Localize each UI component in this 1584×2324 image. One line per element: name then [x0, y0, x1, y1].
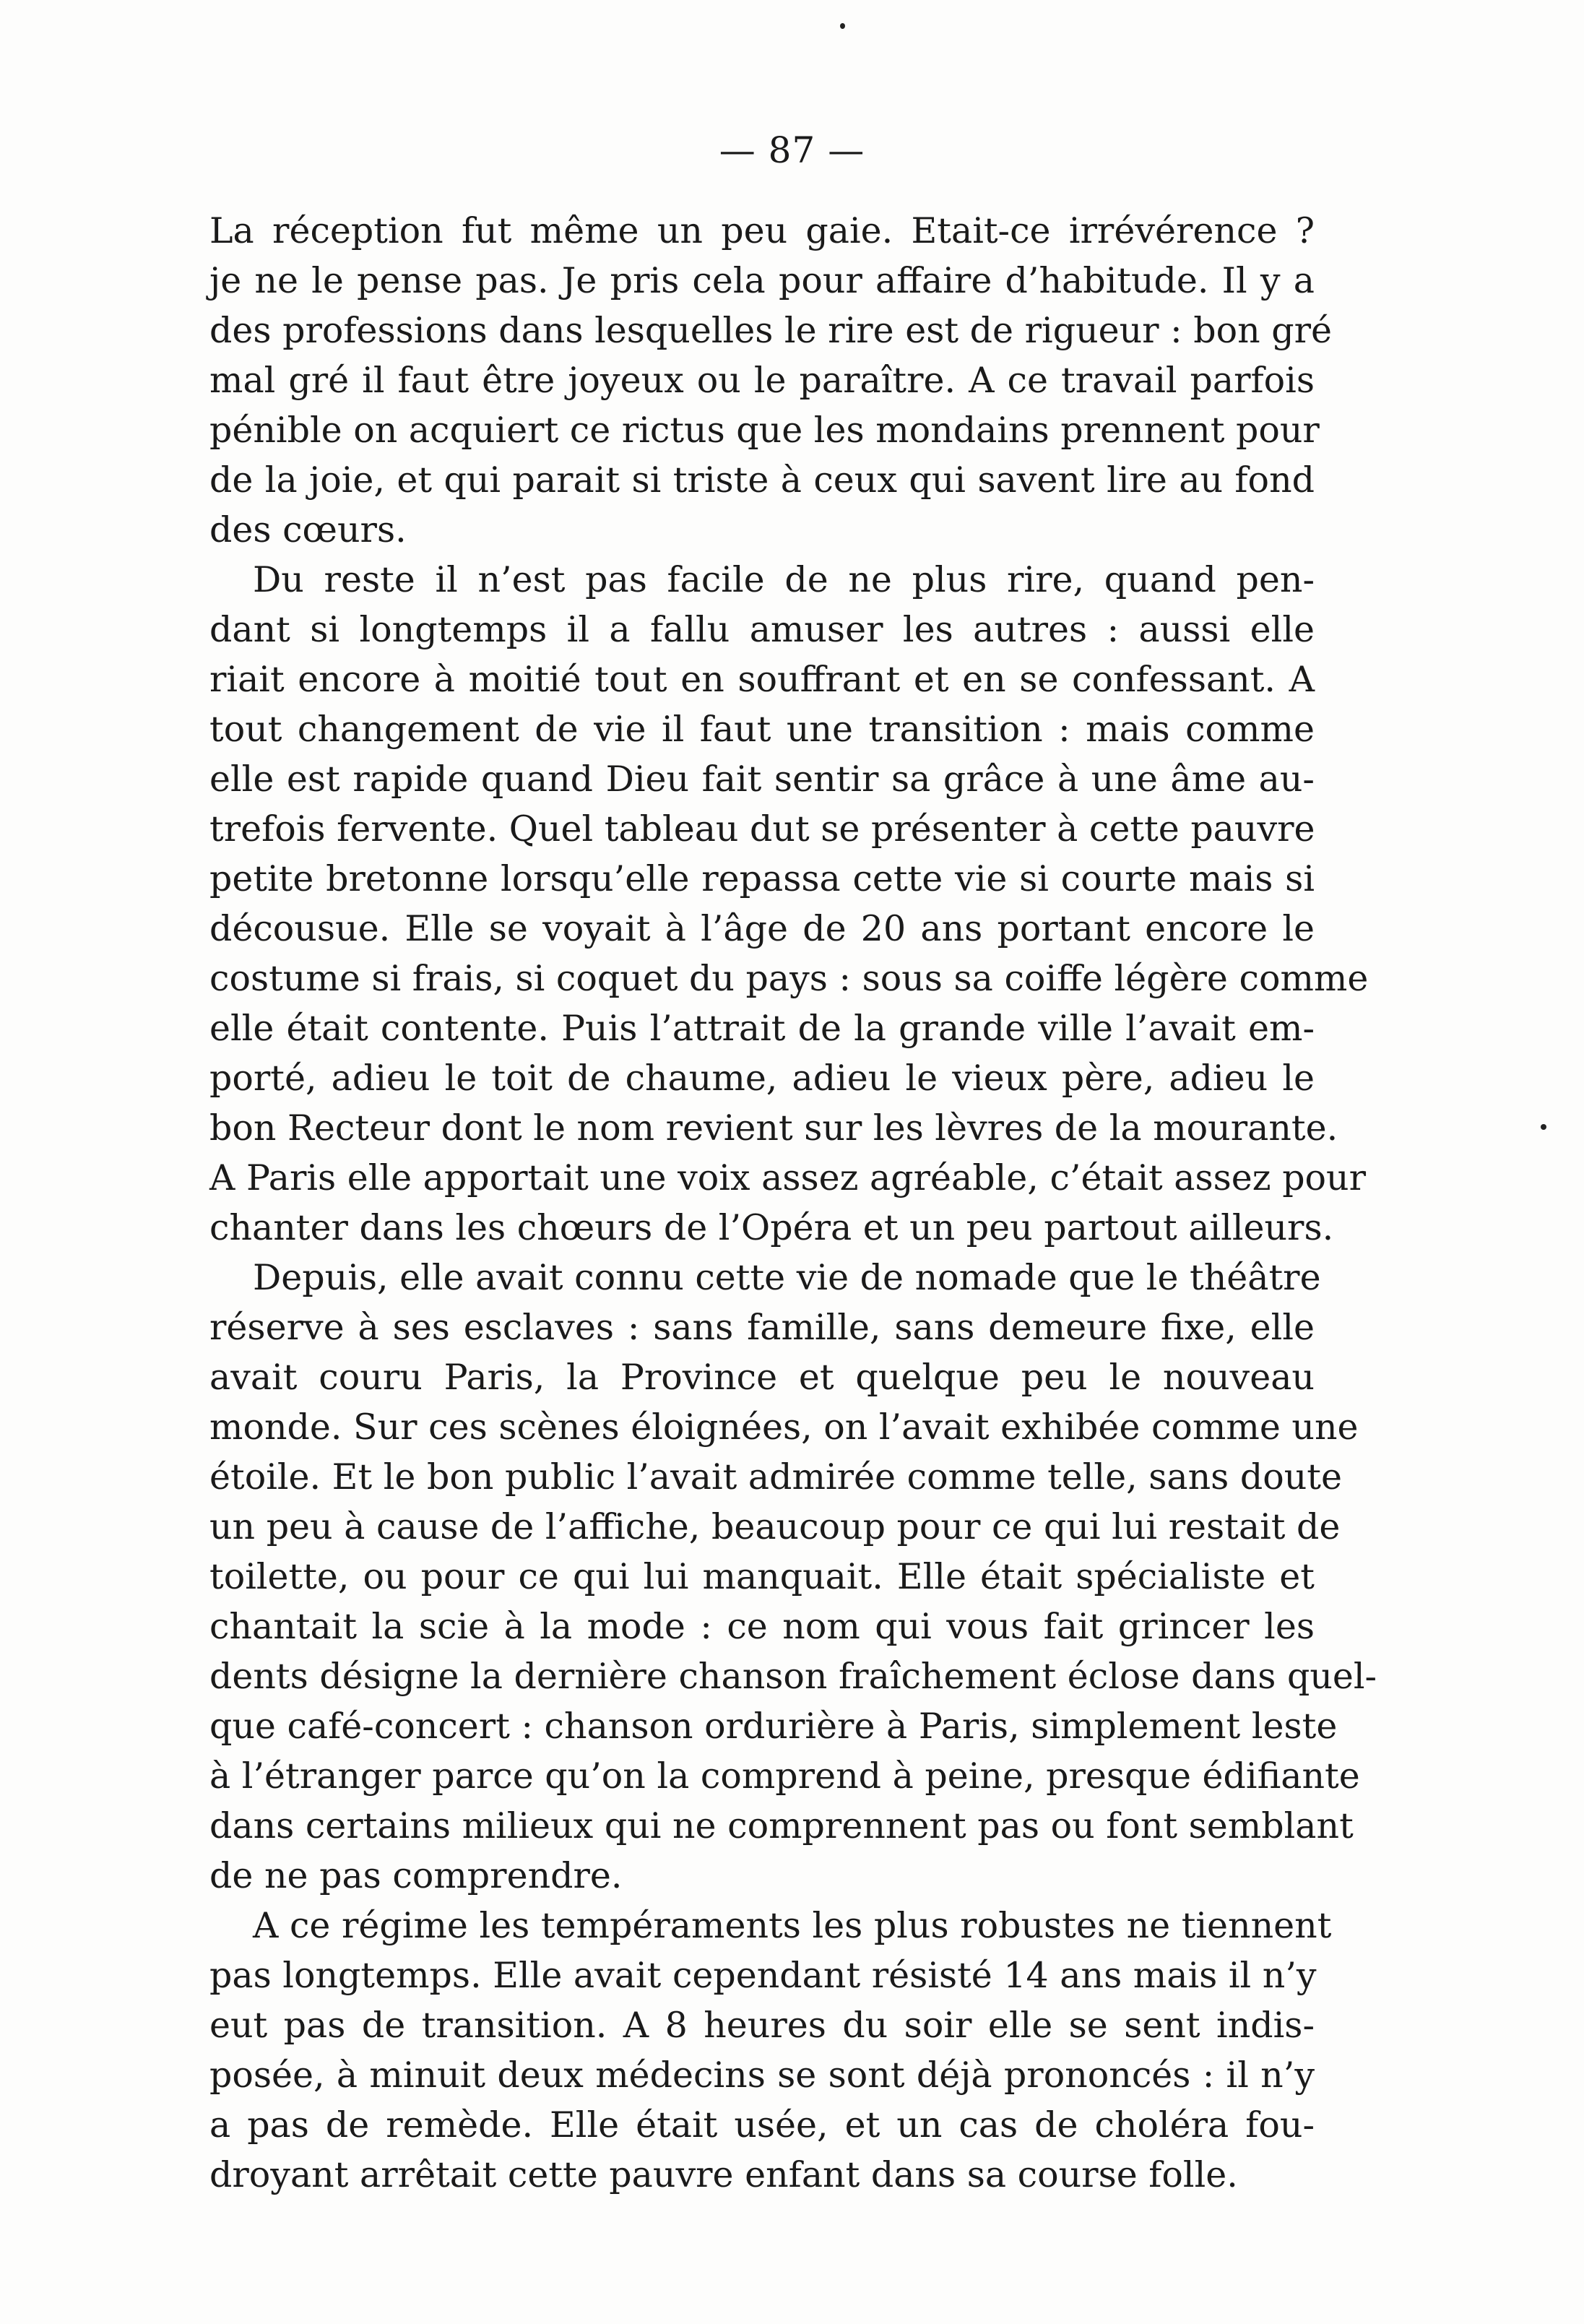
text-line: riait encore à moitié tout en souffrant et en se confessant. A — [209, 659, 1315, 700]
text-line: bon Recteur dont le nom revient sur les lèvres de la mourante. — [209, 1107, 1338, 1149]
text-line: que café-concert : chanson ordurière à Paris, simplement leste — [209, 1706, 1338, 1747]
text-line: posée, à minuit deux médecins se sont déjà prononcés : il n’y — [209, 2055, 1315, 2096]
text-line: dans certains milieux qui ne comprennent pas ou font semblant — [209, 1805, 1354, 1846]
page-number: — 87 — — [719, 129, 865, 171]
text-line — [209, 1253, 1321, 1303]
text-line: réserve à ses esclaves : sans famille, sans demeure fixe, elle — [209, 1307, 1315, 1348]
ink-speck — [840, 23, 845, 29]
text-line: toilette, ou pour ce qui lui manquait. Elle était spécialiste et — [209, 1556, 1315, 1597]
paragraph — [209, 555, 1369, 1253]
text-line: A Paris elle apportait une voix assez agréable, c’était assez pour — [209, 1157, 1367, 1198]
text-line: un peu à cause de l’affiche, beaucoup pour ce qui lui restait de — [209, 1506, 1341, 1547]
body-text — [209, 206, 1377, 2200]
text-line: des professions dans lesquelles le rire est de rigueur : bon gré — [209, 310, 1333, 351]
text-line: tout changement de vie il faut une transition : mais comme — [209, 709, 1315, 750]
text-line: elle était contente. Puis l’attrait de la grande ville l’avait em- — [209, 1008, 1315, 1049]
text-line: eut pas de transition. A 8 heures du soir elle se sent indis- — [209, 2005, 1315, 2046]
text-line: chanter dans les chœurs de l’Opéra et un peu partout ailleurs. — [209, 1207, 1334, 1248]
text-line: chantait la scie à la mode : ce nom qui vous fait grincer les — [209, 1606, 1315, 1647]
text-line — [209, 1901, 1332, 1951]
text-line: petite bretonne lorsqu’elle repassa cette vie si courte mais si — [209, 858, 1315, 899]
text-line: droyant arrêtait cette pauvre enfant dans sa course folle. — [209, 2154, 1238, 2195]
text-line: pas longtemps. Elle avait cependant résisté 14 ans mais il n’y — [209, 1955, 1317, 1996]
text-line-content: Du reste il n’est pas facile de ne plus rire, quand pen- — [253, 559, 1315, 600]
paragraph — [209, 1901, 1332, 2200]
text-line: dant si longtemps il a fallu amuser les autres : aussi elle — [209, 609, 1315, 650]
text-line: mal gré il faut être joyeux ou le paraître. A ce travail parfois — [209, 360, 1315, 401]
text-line — [209, 555, 1315, 605]
text-line: de la joie, et qui parait si triste à ceux qui savent lire au fond — [209, 459, 1315, 501]
text-line: monde. Sur ces scènes éloignées, on l’avait exhibée comme une — [209, 1407, 1359, 1448]
text-line: décousue. Elle se voyait à l’âge de 20 ans portant encore le — [209, 908, 1315, 949]
text-line: La réception fut même un peu gaie. Etait-ce irrévérence ? — [209, 210, 1315, 251]
text-line: à l’étranger parce qu’on la comprend à peine, presque édifiante — [209, 1755, 1360, 1797]
text-line: pénible on acquiert ce rictus que les mondains prennent pour — [209, 410, 1320, 451]
text-line-content: A ce régime les tempéraments les plus robustes ne tiennent — [253, 1905, 1332, 1946]
text-line: porté, adieu le toit de chaume, adieu le vieux père, adieu le — [209, 1058, 1315, 1099]
text-line: étoile. Et le bon public l’avait admirée comme telle, sans doute — [209, 1456, 1342, 1498]
text-line: trefois fervente. Quel tableau dut se présenter à cette pauvre — [209, 808, 1315, 850]
text-line: avait couru Paris, la Province et quelque peu le nouveau — [209, 1357, 1315, 1398]
text-line: a pas de remède. Elle était usée, et un cas de choléra fou- — [209, 2104, 1315, 2146]
text-line-content: Depuis, elle avait connu cette vie de nomade que le théâtre — [253, 1257, 1321, 1298]
text-line: des cœurs. — [209, 509, 407, 550]
text-line: je ne le pense pas. Je pris cela pour affaire d’habitude. Il y a — [209, 260, 1315, 301]
ink-speck — [1541, 1124, 1546, 1130]
paragraph — [209, 1253, 1377, 1901]
text-line: de ne pas comprendre. — [209, 1855, 623, 1896]
text-line: costume si frais, si coquet du pays : sous sa coiffe légère comme — [209, 958, 1369, 999]
text-line: dents désigne la dernière chanson fraîchement éclose dans quel- — [209, 1656, 1377, 1697]
text-line: elle est rapide quand Dieu fait sentir sa grâce à une âme au- — [209, 759, 1315, 800]
paragraph — [209, 206, 1333, 555]
